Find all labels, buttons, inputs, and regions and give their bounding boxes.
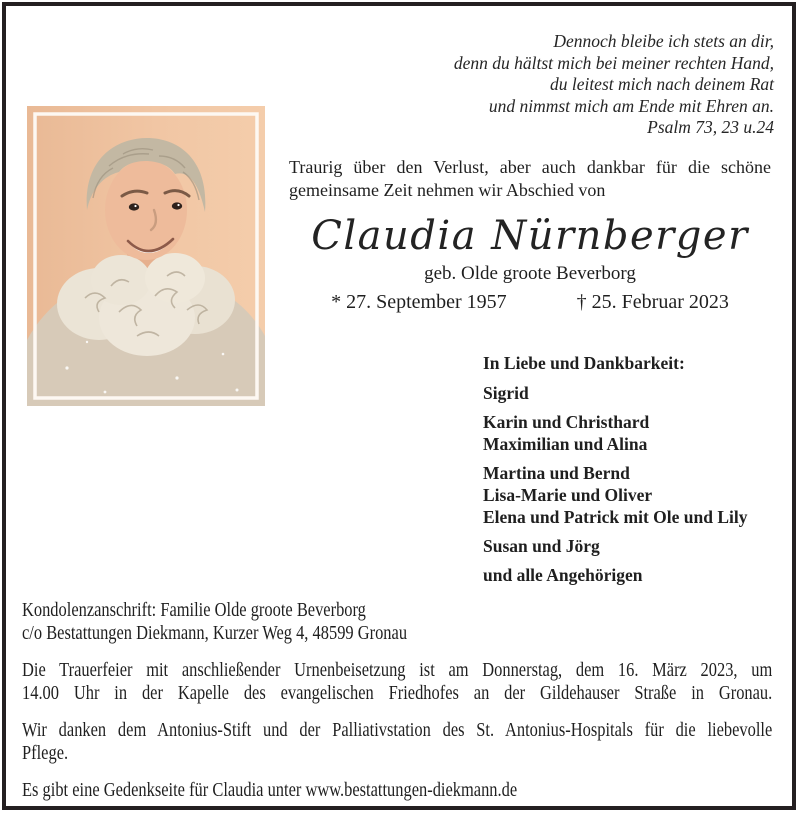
bottom-section bbox=[22, 599, 772, 814]
thanks-line: Wir danken dem Antonius-Stift und der Palliativstation des St. Antonius-Hospitals für die liebevolle bbox=[22, 720, 773, 741]
face bbox=[105, 160, 187, 260]
mourner-name: Lisa-Marie und Oliver bbox=[483, 485, 653, 505]
thanks-note bbox=[22, 719, 772, 765]
mourner-name: Elena und Patrick mit Ole und Lily bbox=[483, 507, 748, 527]
funeral-info bbox=[22, 659, 772, 705]
condolence-address bbox=[22, 599, 772, 645]
mourner-name: Sigrid bbox=[483, 383, 529, 403]
birth-date: * 27. September 1957 bbox=[331, 291, 507, 313]
funeral-line: 14.00 Uhr in der Kapelle des evangelischen Friedhofes an der Gildehauser Straße in Gronau. bbox=[22, 683, 773, 704]
deceased-name: Claudia Nürnberger bbox=[311, 213, 749, 259]
portrait-photo bbox=[27, 106, 265, 406]
mourners-list bbox=[483, 352, 747, 593]
mourner-group bbox=[483, 462, 747, 528]
mourner-name: und alle Angehörigen bbox=[483, 565, 643, 585]
quote-line: denn du hältst mich bei meiner rechten Hand, bbox=[453, 52, 774, 73]
mourner-group bbox=[483, 535, 747, 557]
intro-line: gemeinsame Zeit nehmen wir Abschied von bbox=[289, 180, 606, 200]
intro-line: Traurig über den Verlust, aber auch dankbar für die schöne bbox=[289, 157, 771, 177]
mourner-name: Maximilian und Alina bbox=[483, 434, 648, 454]
quote-line: und nimmst mich am Ende mit Ehren an. bbox=[488, 95, 774, 116]
mourner-name: Karin und Christhard bbox=[483, 412, 650, 432]
mourner-name: Martina und Bernd bbox=[483, 463, 630, 483]
mourner-group bbox=[483, 564, 747, 586]
psalm-quote bbox=[454, 31, 774, 139]
mourners-heading: In Liebe und Dankbarkeit: bbox=[483, 353, 685, 373]
mourner-name: Susan und Jörg bbox=[483, 536, 600, 556]
intro-paragraph bbox=[289, 156, 771, 202]
death-date: † 25. Februar 2023 bbox=[576, 291, 729, 313]
quote-line: du leitest mich nach deinem Rat bbox=[549, 74, 774, 95]
quote-source: Psalm 73, 23 u.24 bbox=[647, 117, 774, 138]
mourner-group bbox=[483, 382, 747, 404]
funeral-line: Die Trauerfeier mit anschließender Urnenbeisetzung ist am Donnerstag, dem 16. März 2023, um bbox=[22, 660, 773, 681]
portrait-illustration bbox=[27, 106, 265, 406]
maiden-name: geb. Olde groote Beverborg bbox=[424, 263, 636, 284]
condolence-line: c/o Bestattungen Diekmann, Kurzer Weg 4, 48599 Gronau bbox=[22, 623, 408, 644]
life-dates bbox=[289, 291, 771, 314]
mourner-group bbox=[483, 411, 747, 455]
thanks-line: Pflege. bbox=[22, 743, 69, 764]
memorial-page-note: Es gibt eine Gedenkseite für Claudia unter www.bestattungen-diekmann.de bbox=[22, 780, 518, 801]
quote-line: Dennoch bleibe ich stets an dir, bbox=[553, 31, 774, 51]
condolence-line: Kondolenzanschrift: Familie Olde groote Beverborg bbox=[22, 600, 366, 621]
